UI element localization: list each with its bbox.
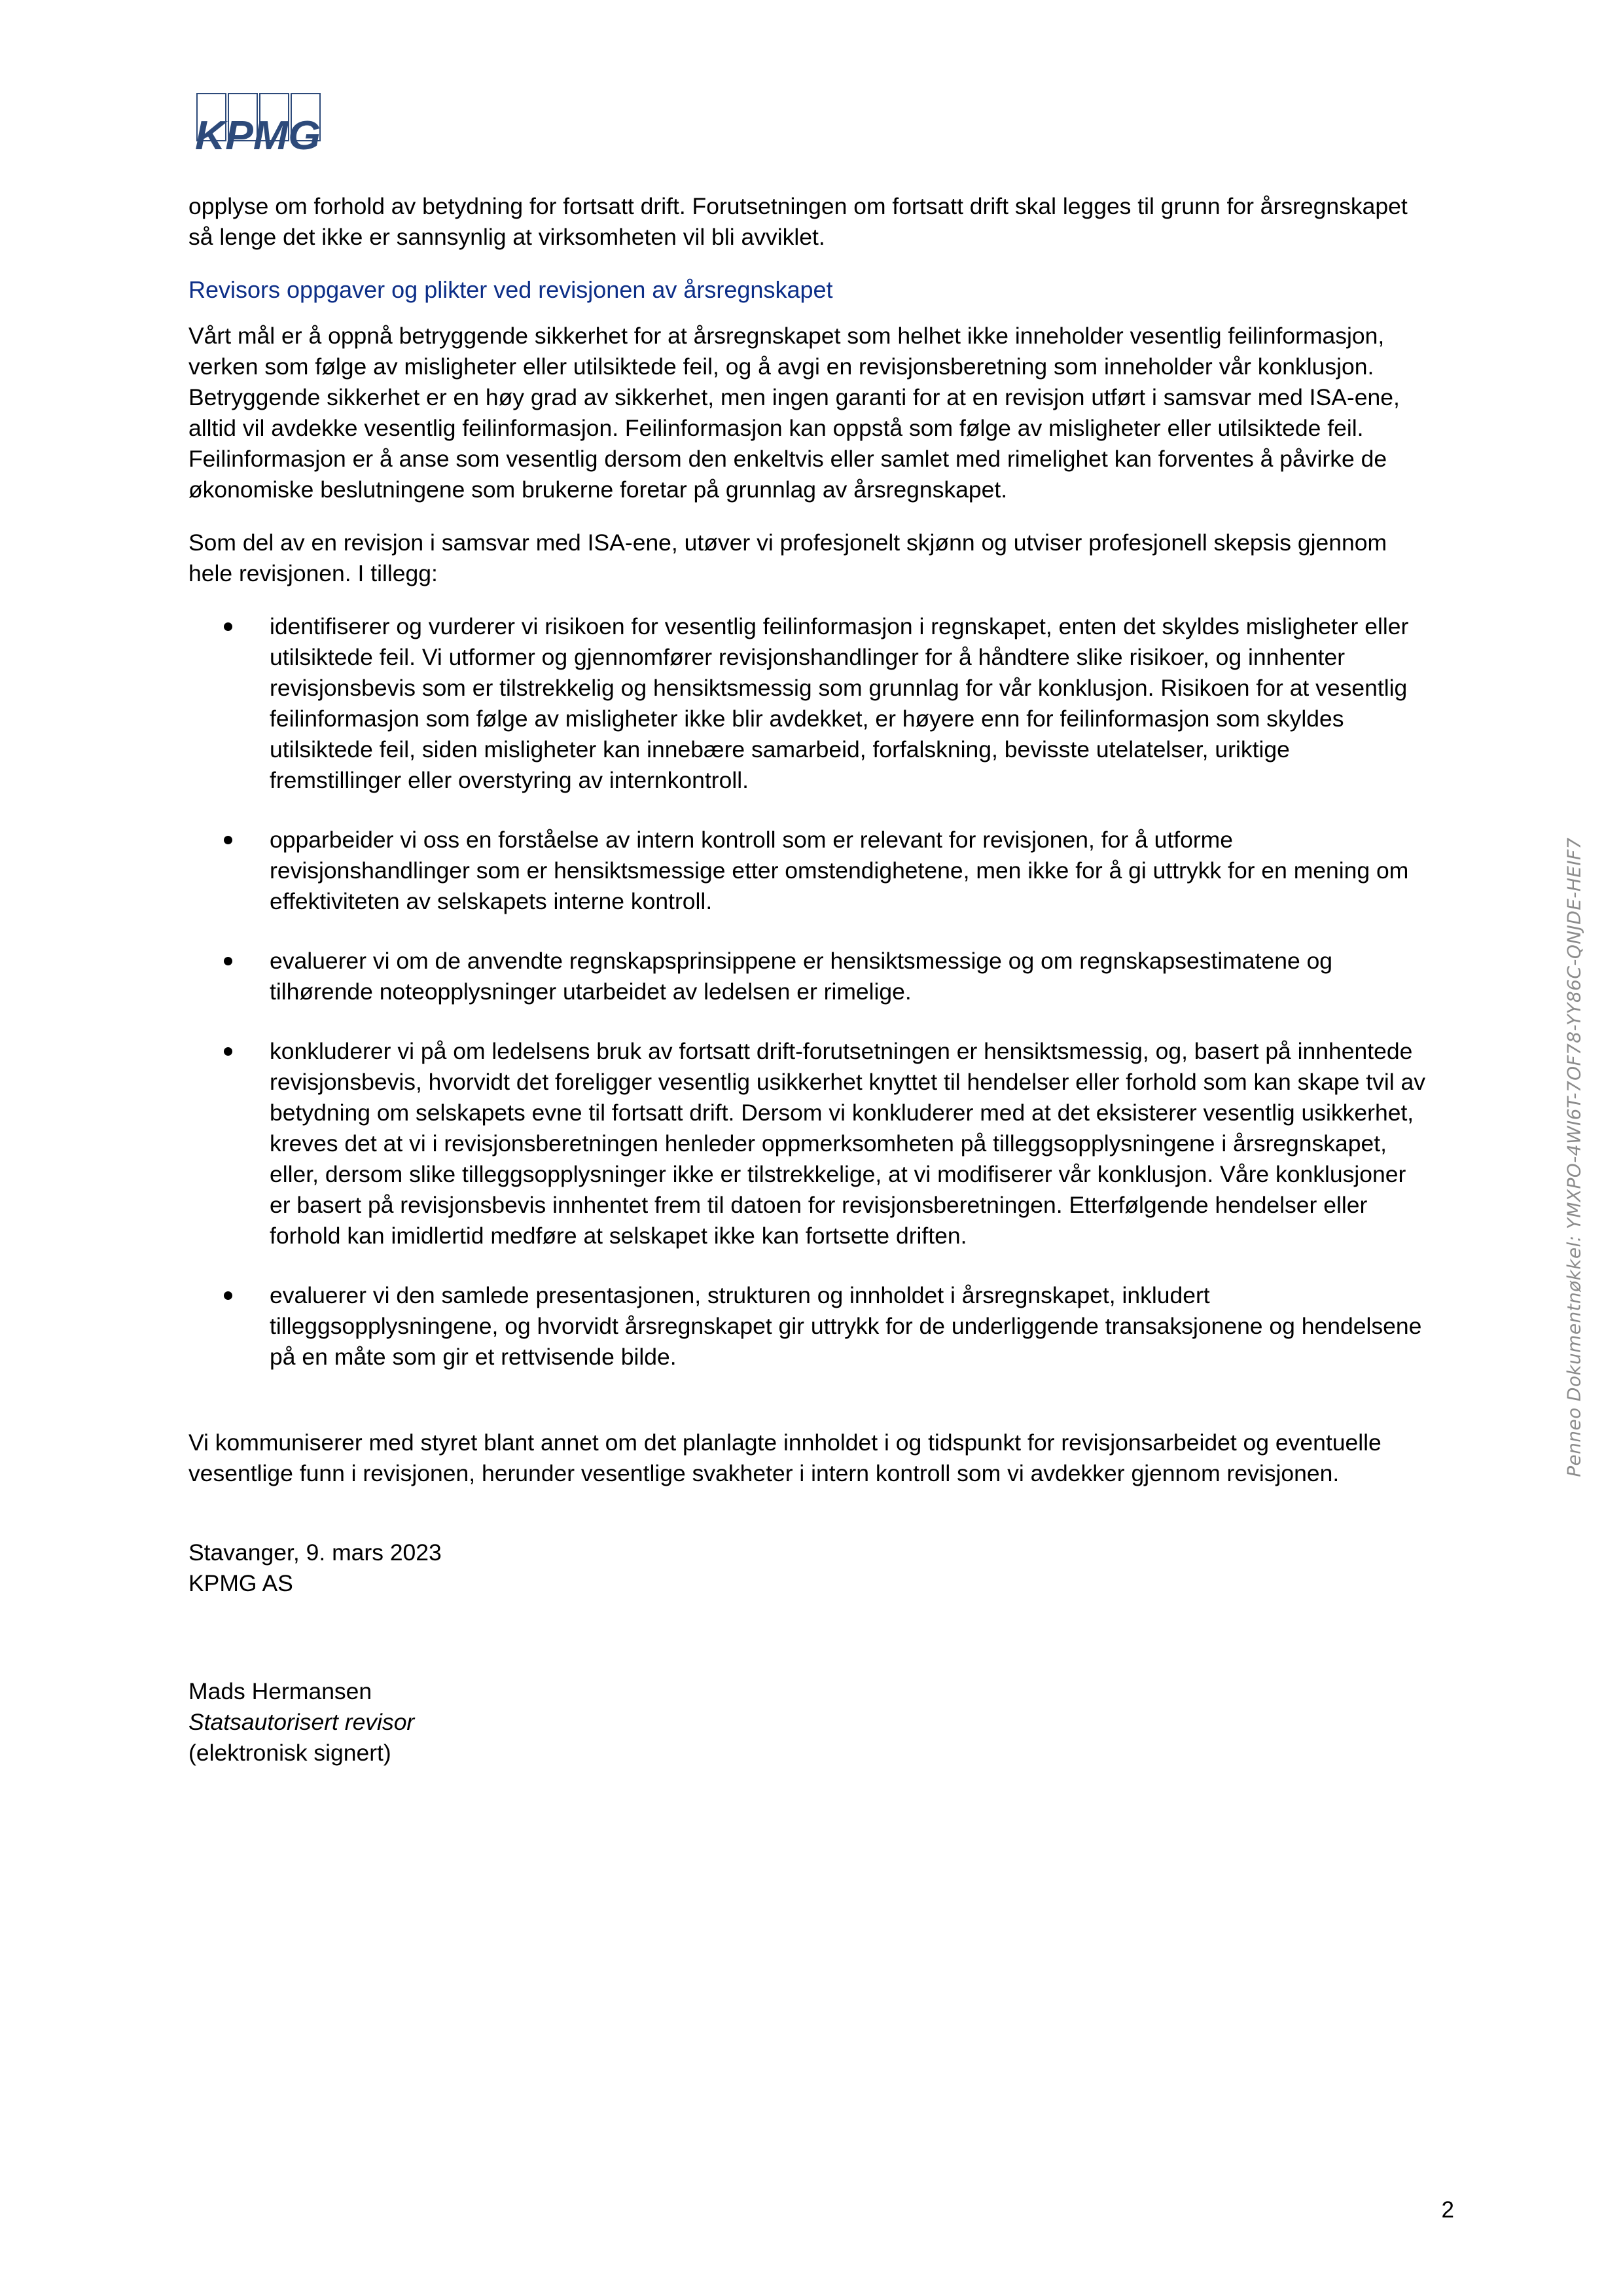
penneo-document-key-text: Penneo Dokumentnøkkel: YMXPO-4WI6T-7OF78-YY86C-QNJDE-HEIF7 (1563, 837, 1585, 1477)
bullet-dot-icon (224, 1047, 232, 1056)
page-number: 2 (1441, 2197, 1454, 2223)
list-item (188, 611, 1425, 796)
list-item (188, 825, 1425, 917)
signature-place-date-block (188, 1537, 1425, 1599)
signature-company: KPMG AS (188, 1570, 293, 1596)
signature-gap (188, 1599, 1425, 1676)
bullet-dot-icon (224, 957, 232, 965)
document-body (188, 191, 1425, 1768)
kpmg-logo (194, 92, 325, 156)
list-item-text: identifiserer og vurderer vi risikoen for vesentlig feilinformasjon i regnskapet, enten det skyldes misligheter eller utilsiktede feil. Vi utformer og gjennomfører revisjonshandlinger for å håndtere slike risikoer, og innhenter revisjonsbevis som er tilstrekkelig og hensiktsmessig som grunnlag for vår konklusjon. Risikoen for at vesentlig feilinformasjon som følge av misligheter ikke blir avdekket, er høyere enn for feilinformasjon som skyldes utilsiktede feil, siden misligheter kan innebære samarbeid, forfalskning, bevisste utelatelser, uriktige fremstillinger eller overstyring av internkontroll. (270, 613, 1409, 793)
svg-text:KPMG: KPMG (195, 113, 321, 156)
list-item-text: evaluerer vi om de anvendte regnskapsprinsippene er hensiktsmessige og om regnskapsestimatene og tilhørende noteopplysninger utarbeidet av ledelsen er rimelige. (270, 948, 1333, 1005)
signature-place-date: Stavanger, 9. mars 2023 (188, 1539, 442, 1566)
signer-title: Statsautorisert revisor (188, 1709, 415, 1735)
list-item-text: konkluderer vi på om ledelsens bruk av fortsatt drift-forutsetningen er hensiktsmessig, og, basert på innhentede revisjonsbevis, hvorvidt det foreligger vesentlig usikkerhet knyttet til hendelser eller forhold som kan skape tvil av betydning om selskapets evne til fortsatt drift. Dersom vi konkluderer med at det eksisterer vesentlig usikkerhet, kreves det at vi i revisjonsberetningen henleder oppmerksomheten på tilleggsopplysningene i årsregnskapet, eller, dersom slike tilleggsopplysninger ikke er tilstrekkelige, at vi modifiserer vår konklusjon. Våre konklusjoner er basert på revisjonsbevis innhentet frem til datoen for revisjonsberetningen. Etterfølgende hendelser eller forhold kan imidlertid medføre at selskapet ikke kan fortsette driften. (270, 1038, 1425, 1249)
list-item-text: evaluerer vi den samlede presentasjonen, strukturen og innholdet i årsregnskapet, inkludert tilleggsopplysningene, og hvorvidt årsregnskapet gir uttrykk for de underliggende transaksjonene og hendelsene på en måte som gir et rettvisende bilde. (270, 1282, 1422, 1370)
signer-note: (elektronisk signert) (188, 1740, 391, 1766)
auditor-duties-list (188, 611, 1425, 1372)
spacer (188, 1401, 1425, 1427)
section-heading: Revisors oppgaver og plikter ved revisjonen av årsregnskapet (188, 276, 833, 303)
list-item-text: opparbeider vi oss en forståelse av intern kontroll som er relevant for revisjonen, for å utforme revisjonshandlinger som er hensiktsmessige etter omstendighetene, men ikke for å gi uttrykk for en mening om effektiviteten av selskapets interne kontroll. (270, 827, 1409, 914)
bullet-dot-icon (224, 622, 232, 631)
paragraph-3: Vi kommuniserer med styret blant annet om det planlagte innholdet i og tidspunkt for revisjonsarbeidet og eventuelle vesentlige funn i revisjonen, herunder vesentlige svakheter i intern kontroll som vi avdekker gjennom revisjonen. (188, 1429, 1382, 1486)
penneo-document-key-watermark (1559, 830, 1589, 1484)
spacer (188, 1511, 1425, 1537)
signer-name: Mads Hermansen (188, 1678, 372, 1704)
list-item (188, 1036, 1425, 1251)
paragraph-continued: opplyse om forhold av betydning for fortsatt drift. Forutsetningen om fortsatt drift skal legges til grunn for årsregnskapet så lenge det ikke er sannsynlig at virksomheten vil bli avviklet. (188, 193, 1408, 250)
list-item (188, 1280, 1425, 1372)
bullet-dot-icon (224, 836, 232, 844)
paragraph-1: Vårt mål er å oppnå betryggende sikkerhet for at årsregnskapet som helhet ikke inneholder vesentlig feilinformasjon, verken som følge av misligheter eller utilsiktede feil, og å avgi en revisjonsberetning som inneholder vår konklusjon. Betryggende sikkerhet er en høy grad av sikkerhet, men ingen garanti for at en revisjon utført i samsvar med ISA-ene, alltid vil avdekke vesentlig feilinformasjon. Feilinformasjon kan oppstå som følge av misligheter eller utilsiktede feil. Feilinformasjon er å anse som vesentlig dersom den enkeltvis eller samlet med rimelighet kan forventes å påvirke de økonomiske beslutningene som brukerne foretar på grunnlag av årsregnskapet. (188, 323, 1400, 503)
signature-name-block (188, 1676, 1425, 1768)
paragraph-2: Som del av en revisjon i samsvar med ISA-ene, utøver vi profesjonelt skjønn og utviser profesjonell skepsis gjennom hele revisjonen. I tillegg: (188, 529, 1387, 586)
list-item (188, 946, 1425, 1007)
bullet-dot-icon (224, 1291, 232, 1300)
